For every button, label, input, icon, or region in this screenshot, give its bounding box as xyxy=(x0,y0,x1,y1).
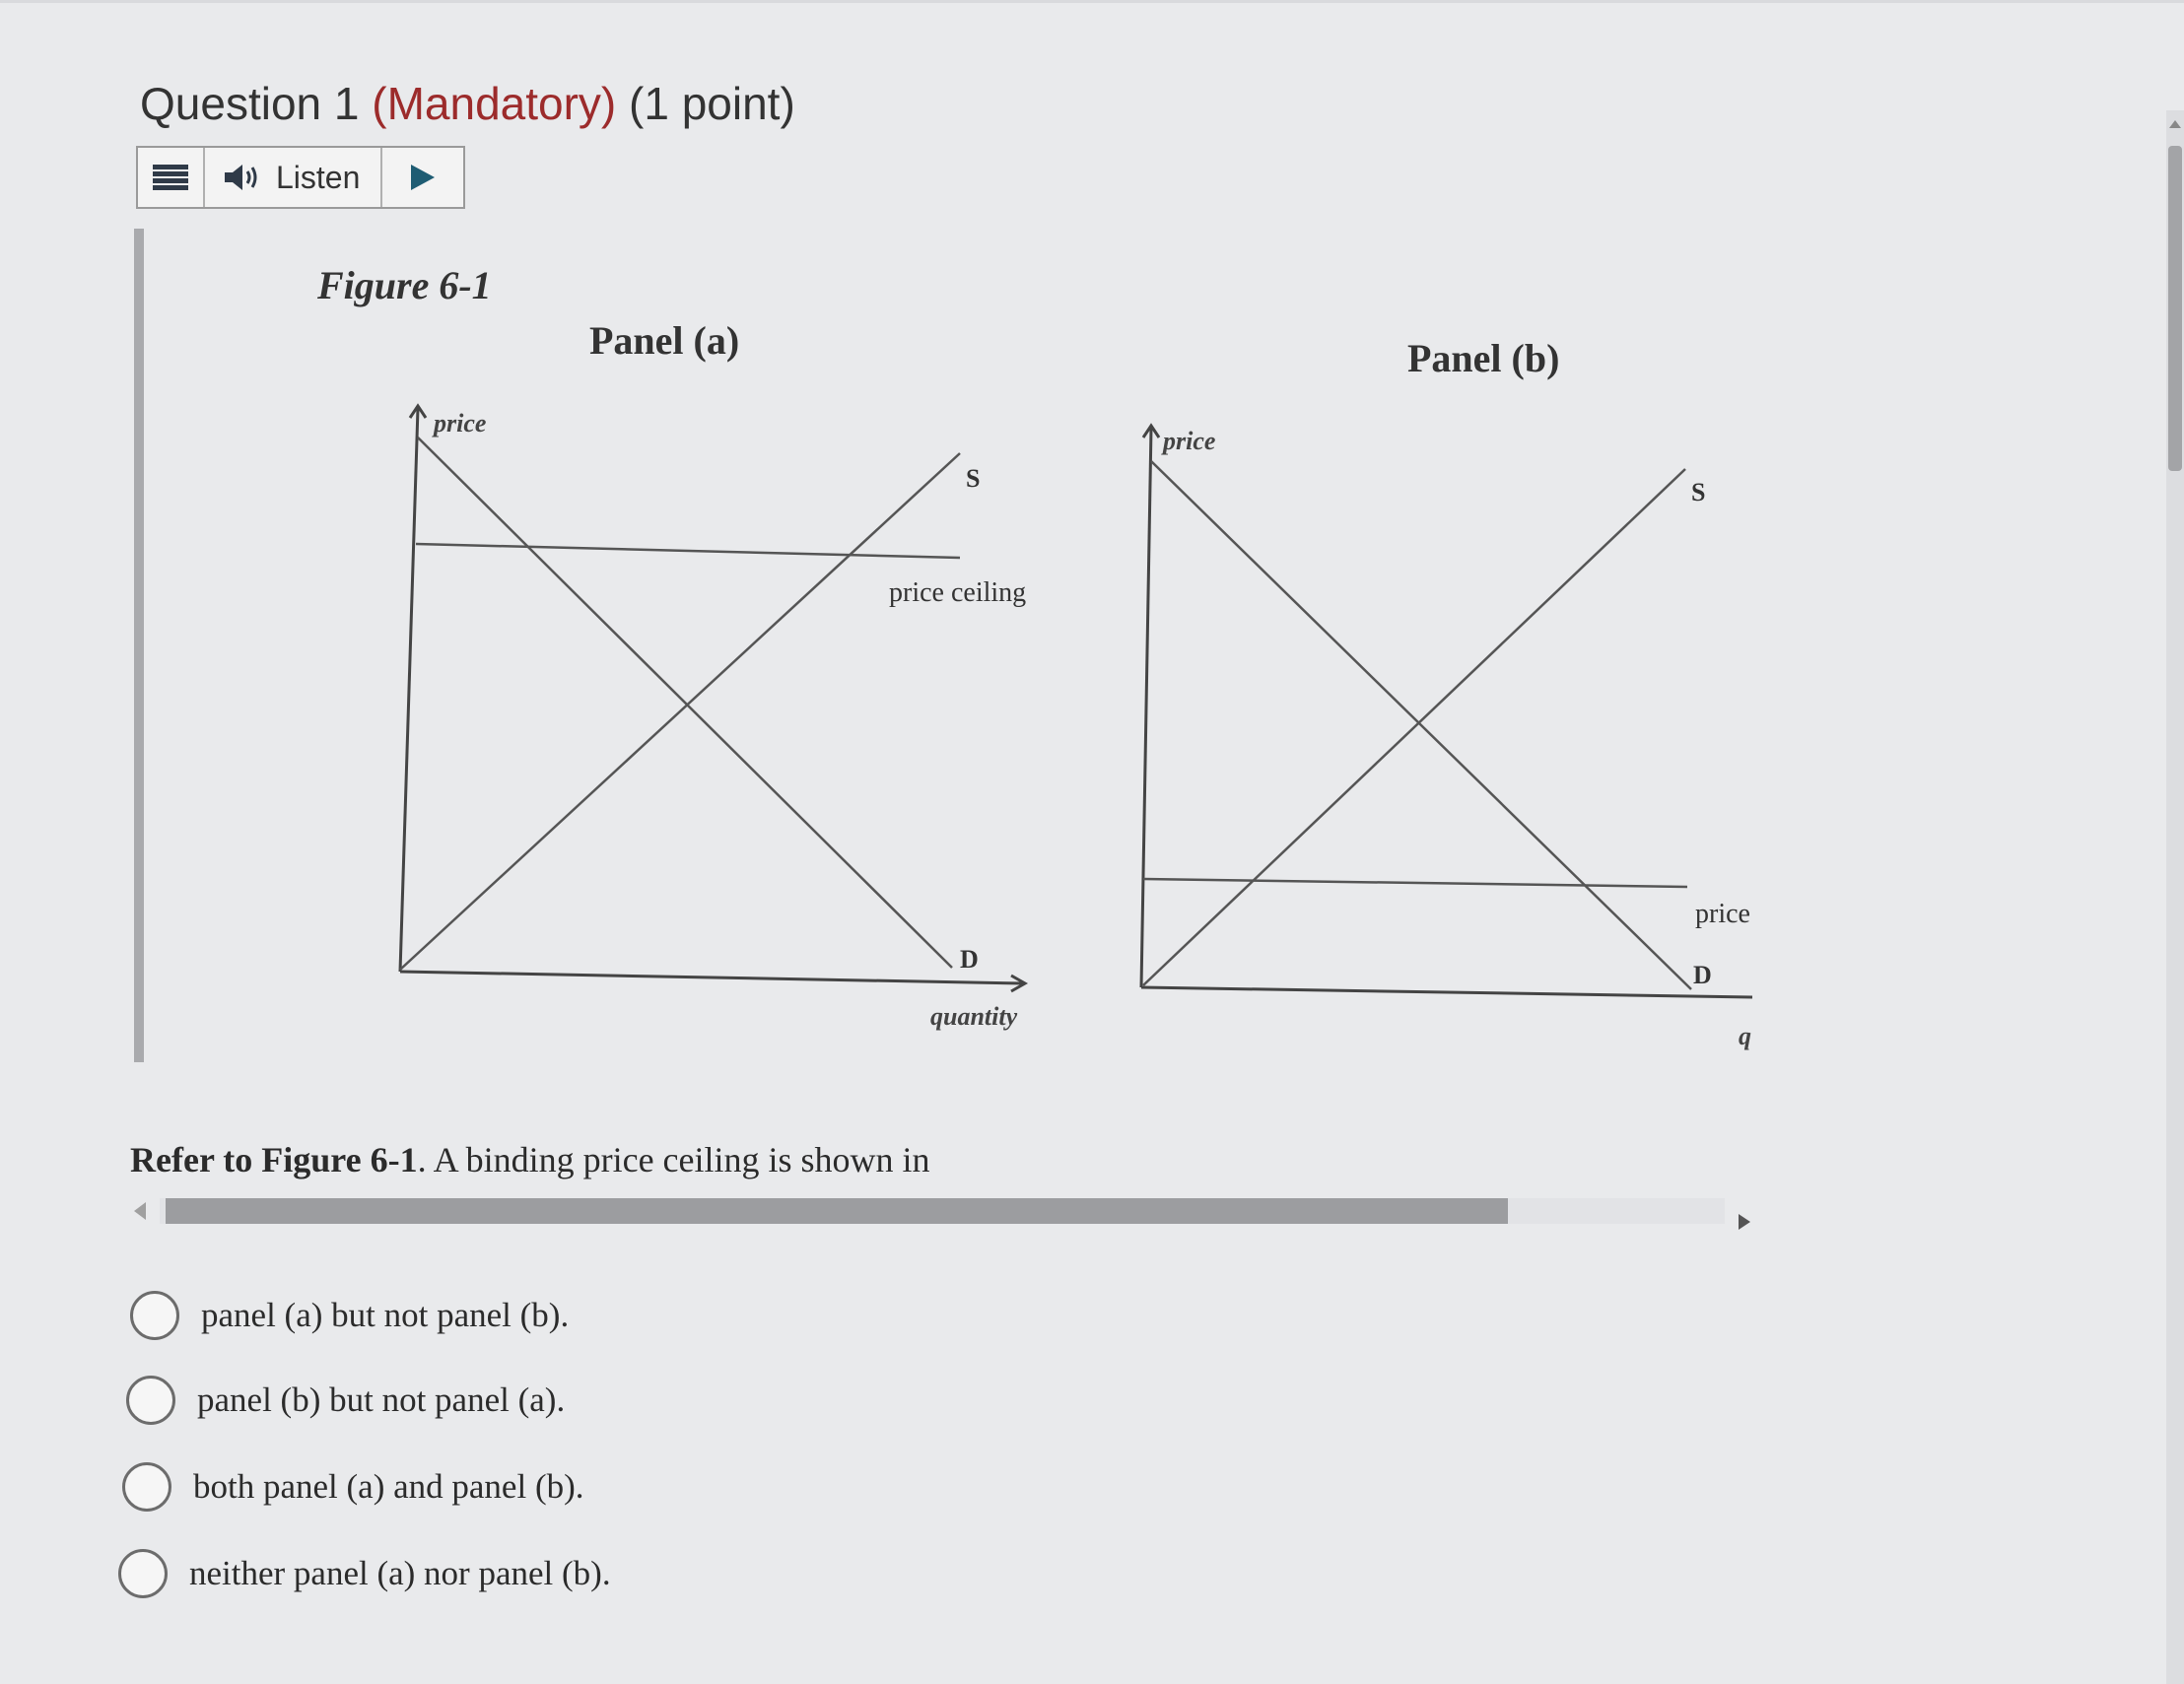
option-b-radio[interactable] xyxy=(126,1376,175,1425)
option-a-radio[interactable] xyxy=(130,1291,179,1340)
panel-b-diagram xyxy=(1141,426,1752,1050)
panel-a-price-ceiling-line xyxy=(416,544,960,558)
vertical-scrollbar-thumb[interactable] xyxy=(2168,146,2182,471)
panel-b-title: Panel (b) xyxy=(1407,336,1560,380)
option-a-label[interactable]: panel (a) but not panel (b). xyxy=(201,1296,570,1334)
figure-title: Figure 6-1 xyxy=(317,263,492,307)
panel-a-title: Panel (a) xyxy=(589,318,740,363)
mandatory-label: (Mandatory) xyxy=(372,78,617,129)
option-d-label[interactable]: neither panel (a) nor panel (b). xyxy=(189,1554,611,1592)
option-a[interactable] xyxy=(130,1291,569,1340)
scroll-right-arrow-icon[interactable] xyxy=(1739,1214,1750,1230)
panel-b-x-axis xyxy=(1141,987,1752,997)
panel-b-supply-label: S xyxy=(1691,478,1706,506)
horizontal-scrollbar[interactable] xyxy=(130,1196,1754,1226)
listen-label: Listen xyxy=(276,159,361,195)
panel-a-supply-label: S xyxy=(966,464,981,493)
question-prompt-reference: Refer to Figure 6-1 xyxy=(130,1140,418,1179)
points-label: (1 point) xyxy=(629,78,795,129)
panel-a-diagram xyxy=(400,406,1026,1031)
panel-b-supply-curve xyxy=(1143,469,1685,985)
panel-a-demand-label: D xyxy=(960,945,979,974)
question-prompt-text: . A binding price ceiling is shown in xyxy=(417,1140,930,1179)
question-number: Question 1 xyxy=(140,78,360,129)
panel-b-price-ceiling-line xyxy=(1143,879,1687,887)
panel-a-x-axis-label: quantity xyxy=(930,1002,1018,1031)
option-c-radio[interactable] xyxy=(122,1462,171,1512)
panel-a-y-axis xyxy=(400,408,418,972)
panel-a-y-axis-label: price xyxy=(434,409,487,438)
vertical-scrollbar[interactable] xyxy=(2166,110,2184,1684)
scrollbar-thumb[interactable] xyxy=(166,1198,1508,1224)
scroll-left-arrow-icon[interactable] xyxy=(134,1202,146,1220)
option-b-label[interactable]: panel (b) but not panel (a). xyxy=(197,1381,566,1419)
scroll-up-arrow-icon[interactable] xyxy=(2169,120,2181,128)
option-d-radio[interactable] xyxy=(118,1549,168,1598)
panel-a-ceiling-label: price ceiling xyxy=(889,577,1027,608)
panel-a-demand-curve xyxy=(418,438,952,968)
option-c-label[interactable]: both panel (a) and panel (b). xyxy=(193,1467,584,1506)
option-c[interactable] xyxy=(122,1462,584,1512)
panel-b-ceiling-label: price xyxy=(1695,899,1750,929)
option-d[interactable] xyxy=(118,1549,611,1598)
panel-b-x-axis-label: q xyxy=(1739,1022,1751,1050)
panel-b-demand-label: D xyxy=(1693,961,1712,989)
panel-a-x-axis xyxy=(400,972,1023,983)
option-b[interactable] xyxy=(126,1376,565,1425)
panel-b-y-axis xyxy=(1141,428,1151,987)
panel-b-y-axis-label: price xyxy=(1163,427,1216,455)
question-prompt xyxy=(130,1139,930,1180)
